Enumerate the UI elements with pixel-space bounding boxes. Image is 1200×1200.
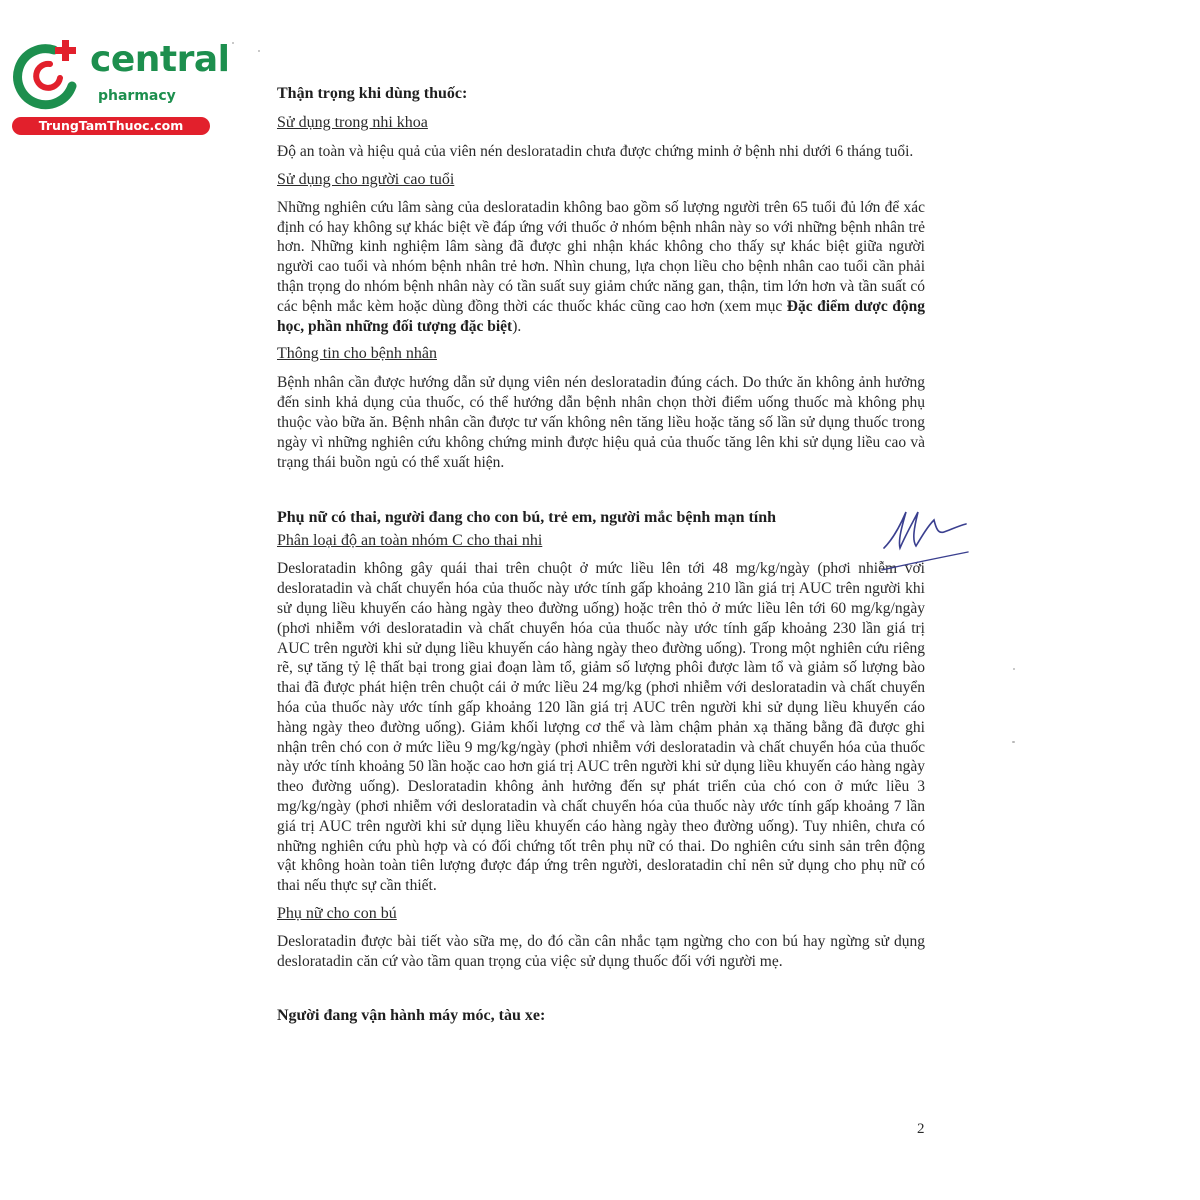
brand-url: TrungTamThuoc.com (12, 117, 210, 135)
brand-subtitle: pharmacy (98, 88, 176, 104)
section-heading-precautions: Thận trọng khi dùng thuốc: (277, 85, 468, 102)
paragraph-pediatrics: Độ an toàn và hiệu quả của viên nén desloratadin chưa được chứng minh ở bệnh nhi dưới 6 tháng tuổi. (277, 143, 914, 160)
scan-speck (232, 42, 234, 44)
central-pharmacy-logo-icon (10, 38, 82, 110)
paragraph-elderly: Những nghiên cứu lâm sàng của desloratadin không bao gồm số lượng người trên 65 tuổi đủ lớn để xác định có hay không sự khác biệt về đáp ứng với thuốc ở nhóm bệnh nhân này so với những bệnh nhân trẻ hơn. Những kinh nghiệm lâm sàng đã được ghi nhận khác không cho thấy sự khác biệt giữa người người cao tuổi và nhóm bệnh nhân trẻ hơn. Nhìn chung, lựa chọn liều cho bệnh nhân cao tuổi cần phải thận trọng do nhóm bệnh nhân này có tần suất suy giảm chức năng gan, thận, tim lớn hơn và tần suất có các bệnh mắc kèm hoặc dùng đồng thời các thuốc khác cũng cao hơn (xem mục Đặc điểm dược động học, phần những đối tượng đặc biệt). (277, 198, 925, 335)
bold-reference: Đặc điểm dược động học, phần những đối tượng đặc biệt (277, 297, 925, 335)
paragraph-patient-info: Bệnh nhân cần được hướng dẫn sử dụng viên nén desloratadin đúng cách. Do thức ăn không ảnh hưởng đến sinh khả dụng của thuốc, có thể hướng dẫn bệnh nhân chọn thời điểm uống thuốc mà không phụ thuộc vào bữa ăn. Bệnh nhân cần được tư vấn không nên tăng liều hoặc tăng số lần sử dụng thuốc trong ngày vì những nghiên cứu không chứng minh được hiệu quả của thuốc tăng lên khi sử dụng liều cao và trạng thái buồn ngủ có thể xuất hiện. (277, 374, 925, 471)
paragraph-breastfeeding: Desloratadin được bài tiết vào sữa mẹ, do đó cần cân nhắc tạm ngừng cho con bú hay ngừng sử dụng desloratadin căn cứ vào tầm quan trọng của việc sử dụng thuốc đối với người mẹ. (277, 932, 925, 970)
document-body (277, 84, 925, 1026)
subheading-pediatrics: Sử dụng trong nhi khoa (277, 114, 428, 131)
section-heading-pregnancy: Phụ nữ có thai, người đang cho con bú, trẻ em, người mắc bệnh mạn tính (277, 509, 777, 527)
brand-logo (10, 38, 230, 138)
scan-speck (1013, 668, 1015, 670)
section-heading-machinery: Người đang vận hành máy móc, tàu xe: (277, 1006, 546, 1024)
scan-speck (258, 50, 260, 52)
subheading-elderly: Sử dụng cho người cao tuổi (277, 170, 455, 188)
signature-mark (878, 498, 978, 578)
page-number: 2 (917, 1121, 925, 1137)
scan-speck (1012, 741, 1015, 743)
subheading-breastfeeding: Phụ nữ cho con bú (277, 904, 397, 922)
brand-name: central (90, 39, 230, 80)
paragraph-pregnancy: Desloratadin không gây quái thai trên chuột ở mức liều lên tới 48 mg/kg/ngày (phơi nhiễm với desloratadin và chất chuyển hóa của thuốc này ước tính gấp khoảng 210 lần giá trị AUC trên người khi sử dụng liều khuyến cáo hàng ngày theo đường uống) hoặc trên thỏ ở mức liều lên tới 60 mg/kg/ngày (phơi nhiễm với desloratadin và chất chuyển hóa của thuốc này ước tính gấp khoảng 230 lần giá trị AUC trên người khi sử dụng liều khuyến cáo hàng ngày theo đường uống). Trong một nghiên cứu riêng rẽ, sự tăng tỷ lệ thất bại trong giai đoạn làm tổ, giảm số lượng phôi được làm tổ và giảm số lượng bào thai đã được phát hiện trên chuột cái ở mức liều 24 mg/kg (phơi nhiễm với desloratadin và chất chuyển hóa của thuốc này ước tính gấp khoảng 120 lần giá trị AUC trên người khi sử dụng liều khuyến cáo hàng ngày theo đường uống). Giảm khối lượng cơ thể và làm chậm phản xạ thăng bằng đã được ghi nhận trên chó con ở mức liều 9 mg/kg/ngày (phơi nhiễm với desloratadin và chất chuyển hóa của thuốc này ước tính khoảng 50 lần hoặc cao hơn giá trị AUC trên người khi sử dụng liều khuyến cáo hàng ngày theo đường uống). Desloratadin không ảnh hưởng đến sự phát triển của chó con ở mức liều 3 mg/kg/ngày (phơi nhiễm với desloratadin và chất chuyển hóa của thuốc này ước tính gấp khoảng 7 lần giá trị AUC trên người khi sử dụng liều khuyến cáo hàng ngày theo đường uống). Tuy nhiên, chưa có những nghiên cứu phù hợp và có đối chứng tốt trên phụ nữ có thai. Do nghiên cứu sinh sản trên động vật không hoàn toàn tiên lượng được đáp ứng trên người, desloratadin chỉ nên sử dụng cho phụ nữ có thai nếu thực sự cần thiết. (277, 560, 925, 895)
subheading-pregnancy-category: Phân loại độ an toàn nhóm C cho thai nhi (277, 532, 543, 550)
subheading-patient-info: Thông tin cho bệnh nhân (277, 345, 437, 363)
